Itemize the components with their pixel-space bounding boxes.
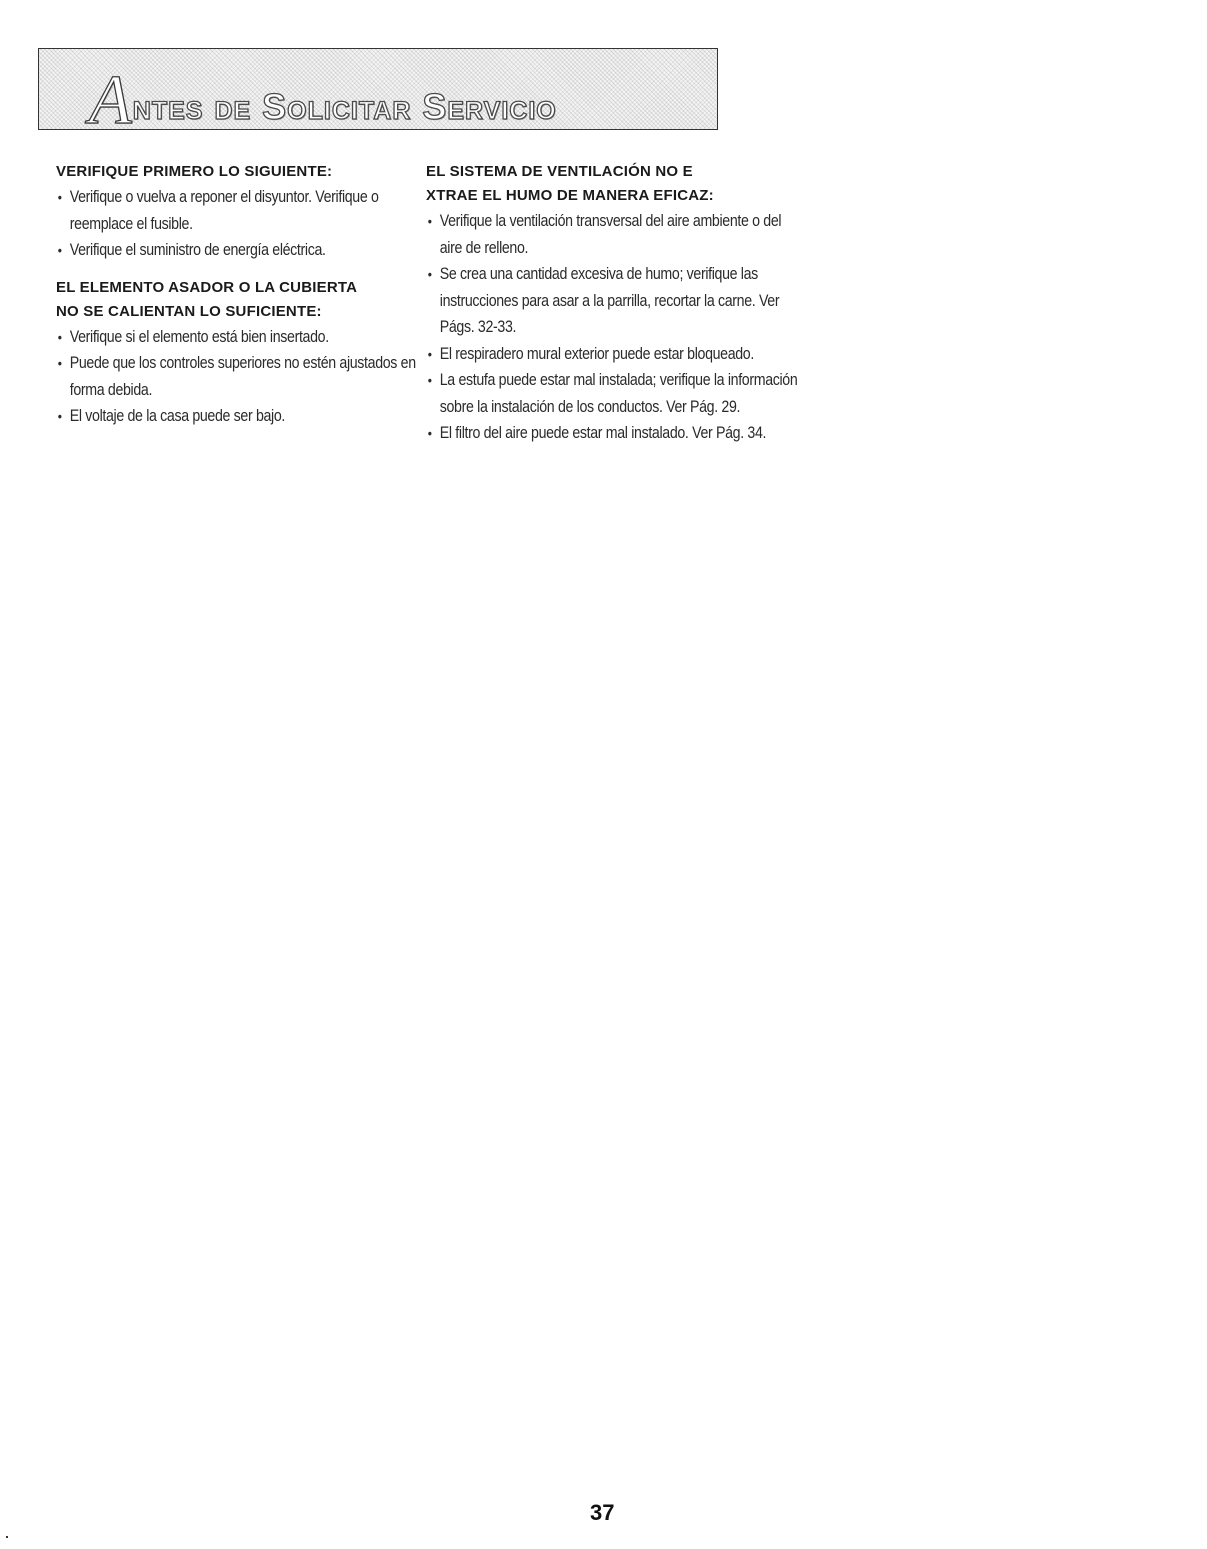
heading-line: EL SISTEMA DE VENTILACIÓN NO E — [426, 163, 693, 180]
page-number: 37 — [590, 1500, 615, 1525]
title-banner — [38, 48, 718, 139]
left-column — [56, 160, 416, 430]
list-item: • La estufa puede estar mal instalada; verifique la información sobre la instalación de los conductos. Ver Pág. 29. — [426, 367, 799, 420]
section-heading — [56, 160, 406, 184]
heading-line: NO SE CALIENTAN LO SUFICIENTE: — [56, 302, 322, 320]
list-item: • Se crea una cantidad excesiva de humo; verifique las instrucciones para asar a la parrilla, recortar la carne. Ver Págs. 32-33. — [426, 261, 799, 341]
list-item: • Verifique si el elemento está bien insertado. — [56, 324, 419, 351]
list-item: • Verifique o vuelva a reponer el disyuntor. Verifique o reemplace el fusible. — [56, 184, 419, 237]
bullet-list — [56, 324, 416, 430]
title-initial: A — [89, 62, 133, 139]
scan-mark — [6, 1536, 8, 1538]
title-rest: ntes de Solicitar Servicio — [132, 86, 557, 127]
list-item: • Verifique el suministro de energía eléctrica. — [56, 237, 419, 264]
section-elemento-asador — [56, 276, 416, 430]
heading-line: VERIFIQUE PRIMERO LO SIGUIENTE: — [56, 163, 333, 180]
section-heading — [426, 160, 786, 208]
section-heading — [56, 276, 406, 324]
list-item: • El respiradero mural exterior puede estar bloqueado. — [426, 341, 799, 368]
list-item: • El filtro del aire puede estar mal instalado. Ver Pág. 34. — [426, 420, 799, 447]
list-item: • Verifique la ventilación transversal del aire ambiente o del aire de relleno. — [426, 208, 799, 261]
list-item: • Puede que los controles superiores no estén ajustados en forma debida. — [56, 350, 419, 403]
section-sistema-ventilacion — [426, 160, 798, 447]
section-verifique-primero — [56, 160, 406, 264]
heading-line: EL ELEMENTO ASADOR O LA CUBIERTA — [56, 278, 358, 296]
bullet-list — [56, 184, 406, 264]
right-column — [426, 160, 798, 447]
heading-line: XTRAE EL HUMO DE MANERA EFICAZ: — [426, 187, 714, 204]
list-item: • El voltaje de la casa puede ser bajo. — [56, 403, 419, 430]
bullet-list — [426, 208, 798, 447]
page-title — [89, 57, 557, 139]
